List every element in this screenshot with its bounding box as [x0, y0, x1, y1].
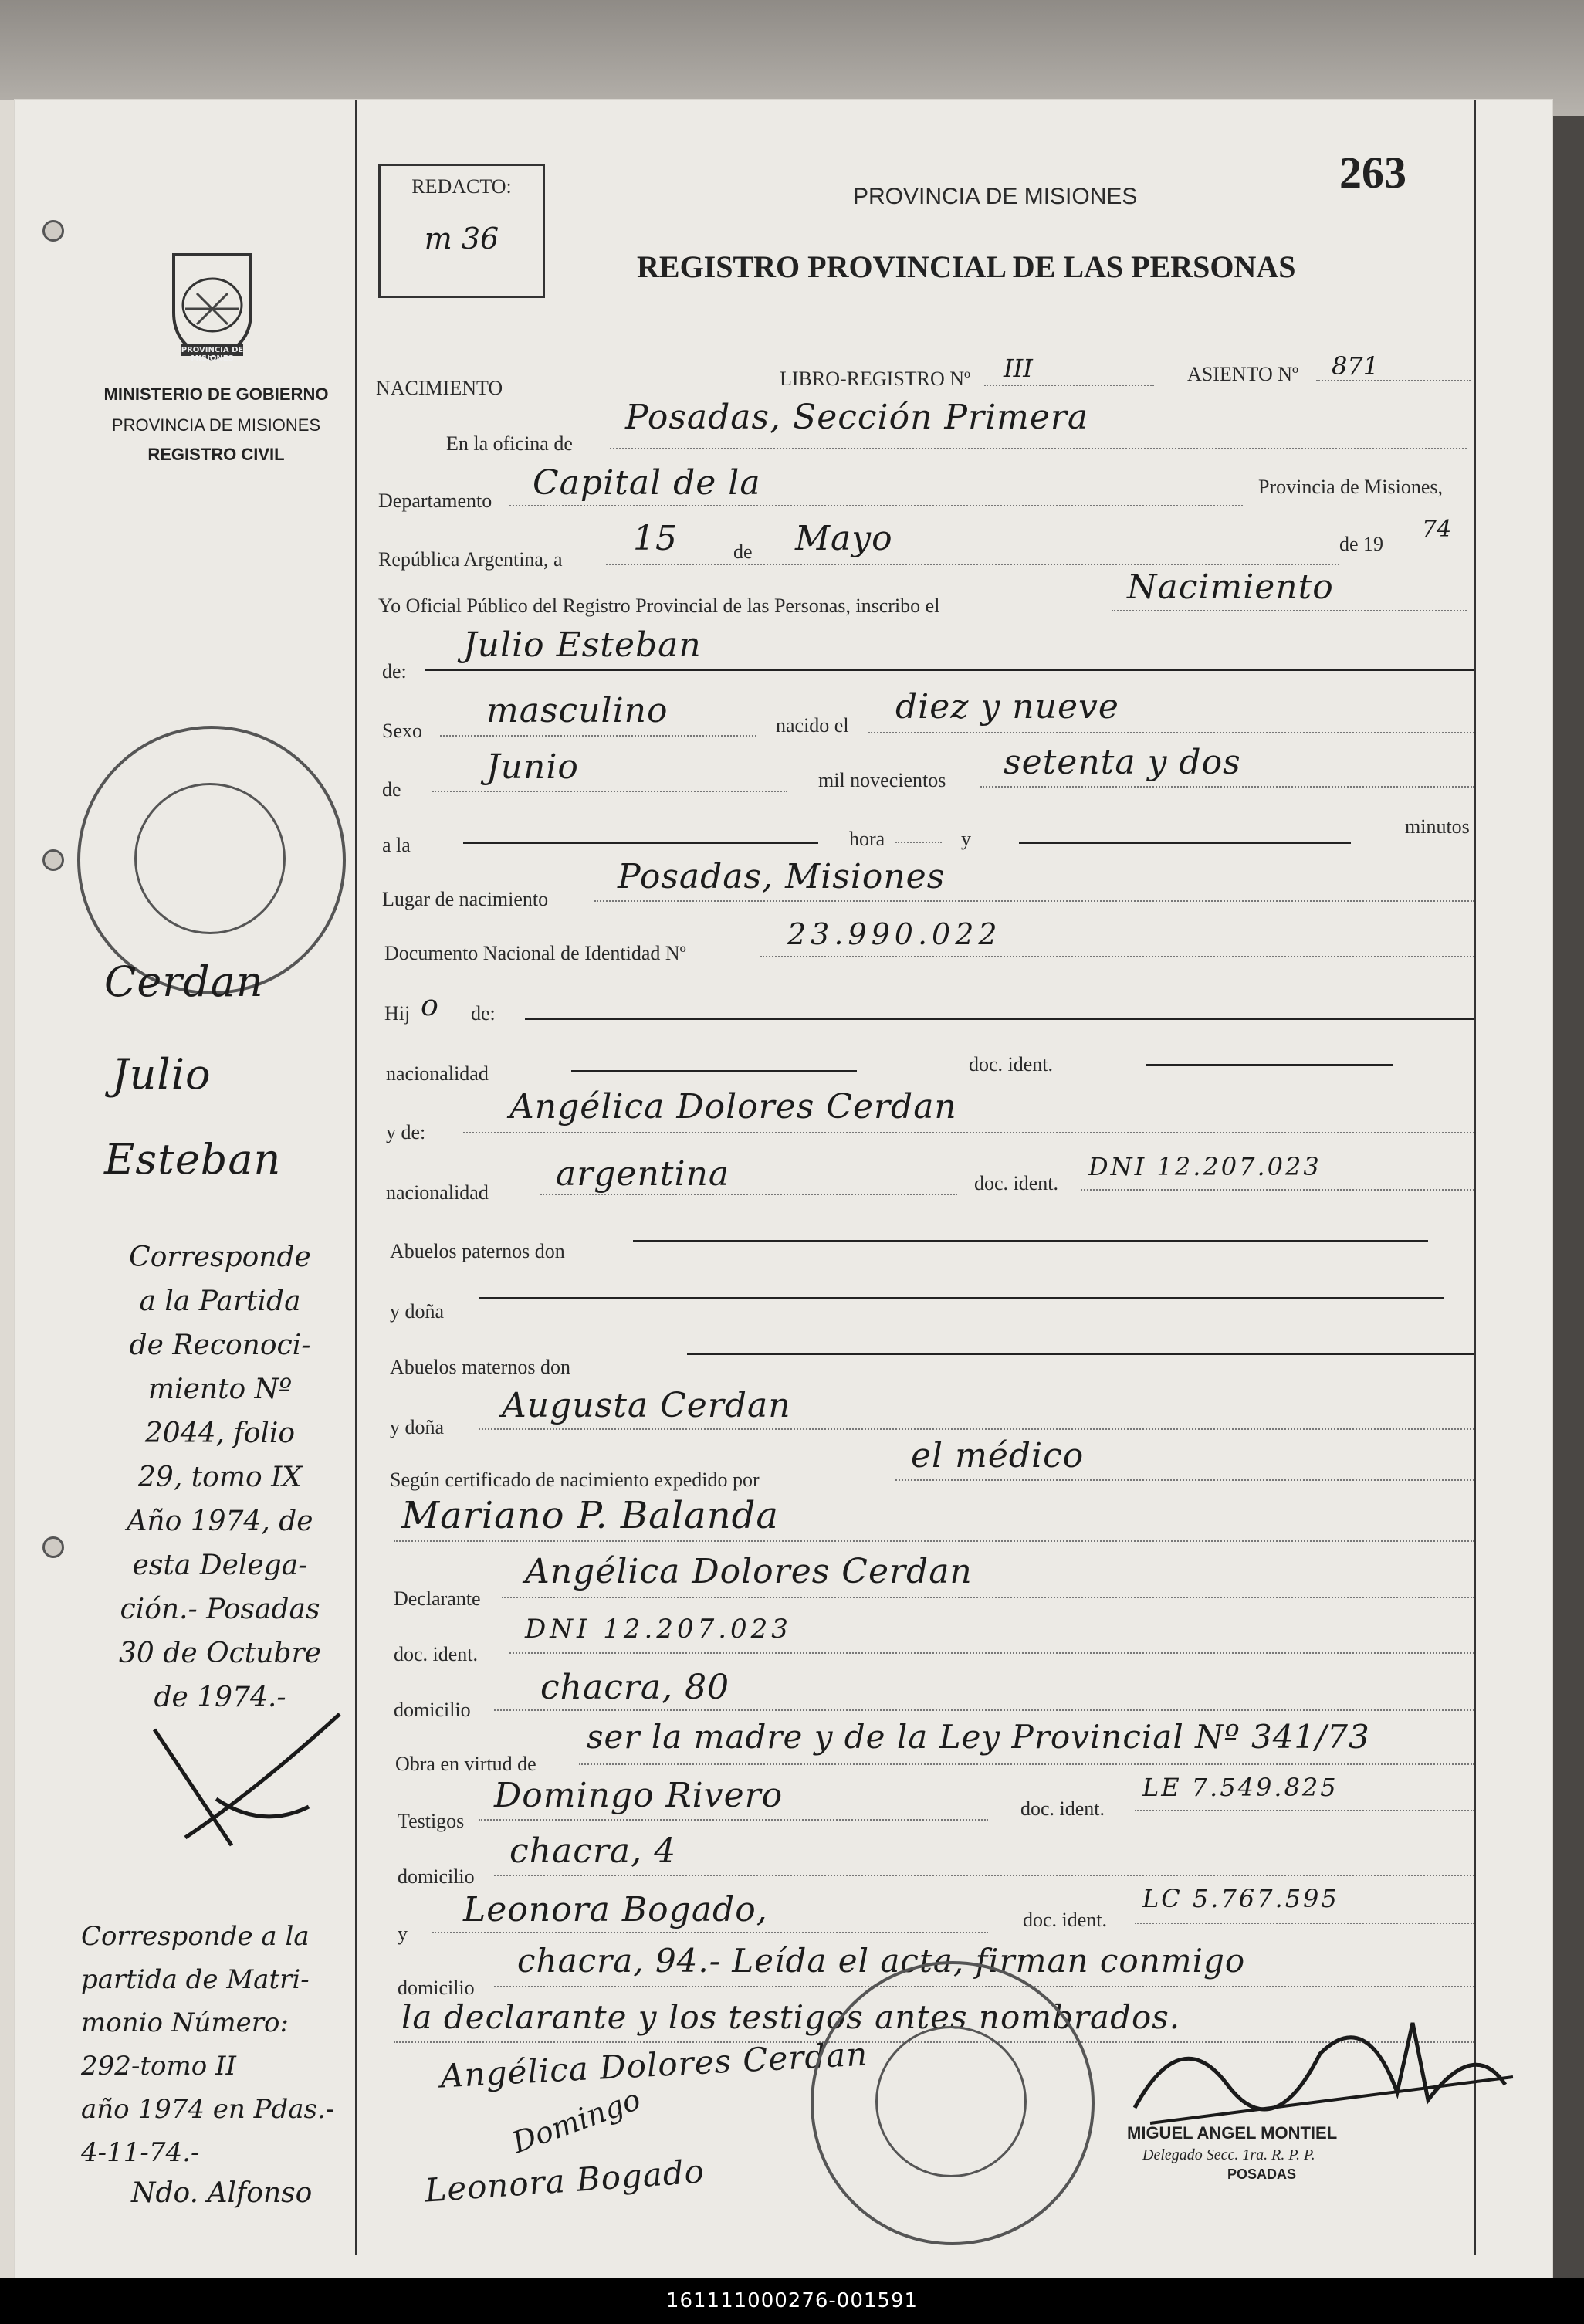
domicilio3-label: domicilio: [398, 1977, 475, 1999]
redacto-box: [378, 164, 545, 298]
madre-label: y de:: [386, 1121, 426, 1143]
inscribo-label: Yo Oficial Público del Registro Provincial de las Personas, inscribo el: [378, 595, 940, 617]
obra-value: ser la madre y de la Ley Provincial Nº 341/73: [587, 1718, 1370, 1756]
hora-minutos-label: minutos: [1405, 815, 1470, 838]
obra-label: Obra en virtud de: [395, 1753, 536, 1775]
declarante-label: Declarante: [394, 1587, 481, 1610]
domicilio2-value: chacra, 4: [509, 1831, 677, 1871]
image-caption: 161111000276-001591: [0, 2278, 1584, 2324]
madre-value: Angélica Dolores Cerdan: [509, 1087, 957, 1126]
testigos-doc-label: doc. ident.: [1020, 1797, 1105, 1820]
ab-mat-d-value: Augusta Cerdan: [502, 1386, 791, 1425]
fecha-day: 15: [633, 519, 678, 558]
fecha-prefix: República Argentina, a: [378, 548, 563, 571]
margin-first-name: Julio: [112, 1050, 212, 1099]
mil-label: mil novecientos: [818, 769, 946, 791]
nombre-label: de:: [382, 660, 407, 683]
margin-second-name: Esteban: [104, 1135, 282, 1184]
departamento-value: Capital de la: [533, 463, 761, 503]
doc-decl-value: DNI 12.207.023: [525, 1614, 792, 1645]
margin-note-matrimonio: Corresponde a la partida de Matri- monio Número: 292-tomo II año 1974 en Pdas.- 4-11-74.-: [81, 1921, 335, 2168]
dni-label: Documento Nacional de Identidad Nº: [384, 942, 686, 964]
nac1-label: nacionalidad: [386, 1062, 489, 1085]
ab-mat-label: Abuelos maternos don: [390, 1356, 570, 1378]
header-province: PROVINCIA DE MISIONES: [853, 184, 1138, 209]
oficina-value: Posadas, Sección Primera: [625, 398, 1089, 437]
binding-hole: [42, 1536, 64, 1558]
hora-label: a la: [382, 834, 411, 856]
nac1-doc-label: doc. ident.: [969, 1053, 1054, 1076]
departamento-label: Departamento: [378, 490, 492, 512]
margin-surname: Cerdan: [104, 957, 264, 1006]
mil-value: setenta y dos: [1004, 743, 1241, 782]
testigo2-value: Leonora Bogado,: [463, 1890, 768, 1929]
binding-hole: [42, 849, 64, 871]
fecha-month: Mayo: [795, 519, 893, 558]
oficina-label: En la oficina de: [446, 432, 573, 455]
lugar-value: Posadas, Misiones: [618, 857, 946, 896]
declarante-value: Angélica Dolores Cerdan: [525, 1552, 973, 1591]
fecha-year-prefix: de 19: [1339, 533, 1384, 555]
signature-madre: Angélica Dolores Cerdan: [439, 2034, 869, 2095]
ministry-line1: MINISTERIO DE GOBIERNO: [103, 385, 329, 404]
testigo2-doc-value: LC 5.767.595: [1142, 1884, 1339, 1913]
registry-seal-stamp: [811, 1961, 1095, 2245]
domicilio3-value: chacra, 94.- Leída el acta, firman conmigo: [517, 1942, 1246, 1980]
lugar-label: Lugar de nacimiento: [382, 888, 549, 910]
official-role: Delegado Secc. 1ra. R. P. P.: [1142, 2146, 1315, 2163]
registry-seal-stamp: [77, 726, 346, 994]
domicilio1-value: chacra, 80: [540, 1668, 730, 1707]
testigo2-doc-label: doc. ident.: [1023, 1909, 1108, 1931]
fecha-de: de: [733, 540, 753, 563]
official-name: MIGUEL ANGEL MONTIEL: [1127, 2123, 1338, 2143]
hijo-label: Hij: [384, 1002, 411, 1025]
hora-hora-label: hora: [849, 828, 885, 850]
ab-mat-d-label: y doña: [390, 1416, 445, 1438]
coat-of-arms: [158, 239, 266, 363]
right-page-edge: [1474, 100, 1476, 2255]
ministry-line2: PROVINCIA DE MISIONES: [111, 415, 321, 435]
nombre-value: Julio Esteban: [463, 625, 702, 665]
nacido-label: nacido el: [776, 714, 849, 737]
doc-decl-label: doc. ident.: [394, 1643, 479, 1665]
mes-label: de: [382, 778, 401, 801]
signature-testigo1: Domingo: [507, 2082, 645, 2160]
ab-pat-d-label: y doña: [390, 1300, 445, 1323]
binding-hole: [42, 220, 64, 242]
certificado-label: Según certificado de nacimiento expedido por: [390, 1469, 760, 1491]
departamento-suffix: Provincia de Misiones,: [1258, 476, 1444, 498]
redacto-label: REDACTO:: [411, 175, 512, 198]
header-title: REGISTRO PROVINCIAL DE LAS PERSONAS: [637, 249, 1296, 284]
asiento-value: 871: [1332, 351, 1379, 381]
official-place: POSADAS: [1227, 2166, 1297, 2182]
official-signature-scribble: [1119, 1992, 1521, 2131]
ab-pat-label: Abuelos paternos don: [390, 1240, 565, 1262]
page-number: 263: [1339, 147, 1406, 198]
certificado-value: el médico: [911, 1436, 1085, 1475]
nac2-doc-value: DNI 12.207.023: [1088, 1152, 1322, 1181]
redacto-value: m 36: [424, 222, 499, 256]
nacido-value: diez y nueve: [895, 687, 1119, 727]
margin-signature: Ndo. Alfonso: [131, 2177, 313, 2209]
book-background: [0, 0, 1584, 116]
sexo-label: Sexo: [382, 720, 422, 742]
libro-label: LIBRO-REGISTRO Nº: [780, 368, 971, 390]
certificado-value2: Mariano P. Balanda: [401, 1494, 779, 1537]
testigos-label: Testigos: [398, 1810, 465, 1832]
inscribo-value: Nacimiento: [1127, 567, 1334, 607]
cierre-value: la declarante y los testigos antes nombrados.: [401, 1998, 1181, 2036]
coat-of-arms-label: PROVINCIA DE MISIONES: [181, 346, 244, 363]
dni-value: 23.990.022: [787, 917, 1002, 951]
asiento-label: ASIENTO Nº: [1187, 363, 1299, 385]
libro-value: III: [1004, 354, 1033, 383]
nac2-label: nacionalidad: [386, 1181, 489, 1204]
sexo-value: masculino: [486, 691, 668, 730]
nac2-value: argentina: [556, 1154, 730, 1194]
margin-note-reconocimiento: Corresponde a la Partida de Reconoci- miento Nº 2044, folio 29, tomo IX Año 1974, de esta Delega- ción.- Posadas 30 de Octubre de 1974.-: [119, 1242, 321, 1713]
domicilio1-label: domicilio: [394, 1699, 471, 1721]
act-type: NACIMIENTO: [376, 377, 503, 399]
hijo-de: de:: [471, 1002, 496, 1025]
signature-testigo2: Leonora Bogado: [423, 2152, 706, 2210]
hora-y-label: y: [961, 828, 971, 850]
testigos-value: Domingo Rivero: [494, 1776, 784, 1815]
ministry-line3: REGISTRO CIVIL: [147, 445, 285, 464]
mes-value: Junio: [486, 747, 579, 787]
testigos-doc-value: LE 7.549.825: [1142, 1773, 1339, 1802]
fecha-year: 74: [1422, 516, 1452, 543]
testigo2-label: y: [398, 1923, 408, 1945]
nac2-doc-label: doc. ident.: [974, 1172, 1059, 1194]
hijo-suffix: o: [421, 988, 438, 1022]
margin-signature-scribble: [139, 1699, 371, 1853]
domicilio2-label: domicilio: [398, 1865, 475, 1888]
